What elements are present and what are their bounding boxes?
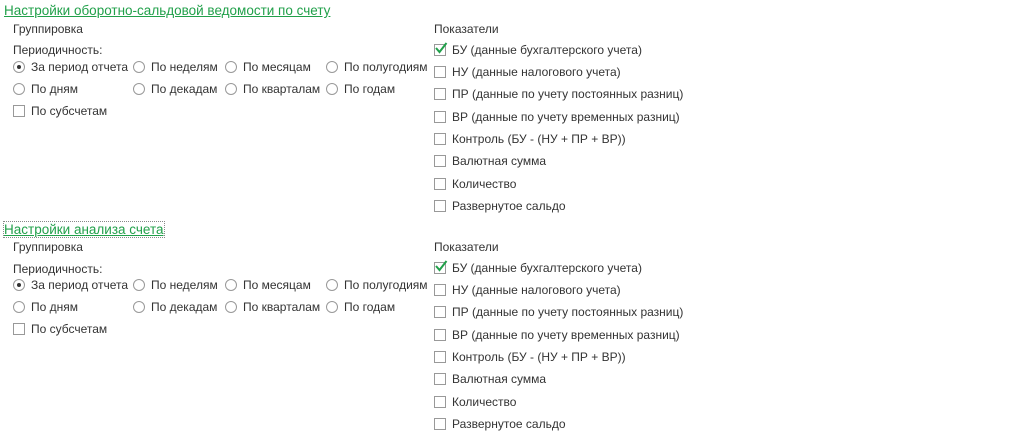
radio-icon[interactable] <box>326 279 338 291</box>
periodicity-label: Периодичность: <box>13 43 103 57</box>
checkbox-icon[interactable] <box>434 262 446 274</box>
checkbox-icon[interactable] <box>434 418 446 430</box>
indicators-label: Показатели <box>434 240 499 254</box>
indicator-quantity-checkbox[interactable]: Количество <box>434 176 516 192</box>
radio-period-years[interactable]: По годам <box>326 299 395 315</box>
checkbox-icon[interactable] <box>13 323 25 335</box>
radio-period-weeks[interactable]: По неделям <box>133 277 218 293</box>
radio-period-years[interactable]: По годам <box>326 81 395 97</box>
radio-period-halfyears[interactable]: По полугодиям <box>326 59 428 75</box>
radio-period-months[interactable]: По месяцам <box>225 277 311 293</box>
section-title[interactable]: Настройки оборотно-сальдовой ведомости по счету <box>4 3 331 18</box>
indicator-control-checkbox[interactable]: Контроль (БУ - (НУ + ПР + ВР)) <box>434 131 626 147</box>
section-title[interactable]: Настройки анализа счета <box>4 222 164 237</box>
checkbox-icon[interactable] <box>434 396 446 408</box>
radio-period-report[interactable]: За период отчета <box>13 277 128 293</box>
checkbox-icon[interactable] <box>13 105 25 117</box>
radio-icon[interactable] <box>225 83 237 95</box>
grouping-label: Группировка <box>13 22 83 36</box>
radio-period-days[interactable]: По дням <box>13 299 78 315</box>
indicator-nu-checkbox[interactable]: НУ (данные налогового учета) <box>434 282 621 298</box>
subaccounts-checkbox[interactable]: По субсчетам <box>13 103 107 119</box>
indicator-vr-checkbox[interactable]: ВР (данные по учету временных разниц) <box>434 327 680 343</box>
checkbox-icon[interactable] <box>434 200 446 212</box>
checkbox-icon[interactable] <box>434 155 446 167</box>
indicator-currency-checkbox[interactable]: Валютная сумма <box>434 153 546 169</box>
radio-period-weeks[interactable]: По неделям <box>133 59 218 75</box>
radio-icon[interactable] <box>13 301 25 313</box>
checkbox-icon[interactable] <box>434 88 446 100</box>
indicator-expanded-balance-checkbox[interactable]: Развернутое сальдо <box>434 416 566 432</box>
radio-period-halfyears[interactable]: По полугодиям <box>326 277 428 293</box>
grouping-label: Группировка <box>13 240 83 254</box>
radio-period-decades[interactable]: По декадам <box>133 299 217 315</box>
indicator-vr-checkbox[interactable]: ВР (данные по учету временных разниц) <box>434 109 680 125</box>
radio-period-quarters[interactable]: По кварталам <box>225 81 320 97</box>
radio-icon[interactable] <box>225 61 237 73</box>
checkbox-icon[interactable] <box>434 373 446 385</box>
checkmark-icon <box>434 41 448 55</box>
indicator-nu-checkbox[interactable]: НУ (данные налогового учета) <box>434 64 621 80</box>
radio-icon[interactable] <box>225 279 237 291</box>
radio-icon[interactable] <box>326 83 338 95</box>
radio-period-quarters[interactable]: По кварталам <box>225 299 320 315</box>
checkbox-icon[interactable] <box>434 306 446 318</box>
radio-icon[interactable] <box>13 279 25 291</box>
subaccounts-checkbox[interactable]: По субсчетам <box>13 321 107 337</box>
checkbox-icon[interactable] <box>434 284 446 296</box>
radio-icon[interactable] <box>133 83 145 95</box>
radio-period-months[interactable]: По месяцам <box>225 59 311 75</box>
checkbox-icon[interactable] <box>434 111 446 123</box>
radio-icon[interactable] <box>225 301 237 313</box>
checkbox-icon[interactable] <box>434 178 446 190</box>
radio-icon[interactable] <box>326 61 338 73</box>
radio-icon[interactable] <box>13 61 25 73</box>
checkbox-icon[interactable] <box>434 133 446 145</box>
radio-period-decades[interactable]: По декадам <box>133 81 217 97</box>
indicator-bu-checkbox[interactable]: БУ (данные бухгалтерского учета) <box>434 260 642 276</box>
indicator-bu-checkbox[interactable]: БУ (данные бухгалтерского учета) <box>434 42 642 58</box>
checkbox-icon[interactable] <box>434 66 446 78</box>
radio-icon[interactable] <box>133 301 145 313</box>
indicator-quantity-checkbox[interactable]: Количество <box>434 394 516 410</box>
checkbox-icon[interactable] <box>434 44 446 56</box>
radio-period-report[interactable]: За период отчета <box>13 59 128 75</box>
indicator-expanded-balance-checkbox[interactable]: Развернутое сальдо <box>434 198 566 214</box>
radio-period-days[interactable]: По дням <box>13 81 78 97</box>
periodicity-label: Периодичность: <box>13 262 103 276</box>
indicator-currency-checkbox[interactable]: Валютная сумма <box>434 371 546 387</box>
radio-icon[interactable] <box>133 279 145 291</box>
checkbox-icon[interactable] <box>434 351 446 363</box>
checkbox-icon[interactable] <box>434 329 446 341</box>
indicator-pr-checkbox[interactable]: ПР (данные по учету постоянных разниц) <box>434 86 683 102</box>
checkmark-icon <box>434 259 448 273</box>
radio-icon[interactable] <box>13 83 25 95</box>
indicator-pr-checkbox[interactable]: ПР (данные по учету постоянных разниц) <box>434 304 683 320</box>
radio-icon[interactable] <box>133 61 145 73</box>
indicators-label: Показатели <box>434 22 499 36</box>
indicator-control-checkbox[interactable]: Контроль (БУ - (НУ + ПР + ВР)) <box>434 349 626 365</box>
radio-icon[interactable] <box>326 301 338 313</box>
